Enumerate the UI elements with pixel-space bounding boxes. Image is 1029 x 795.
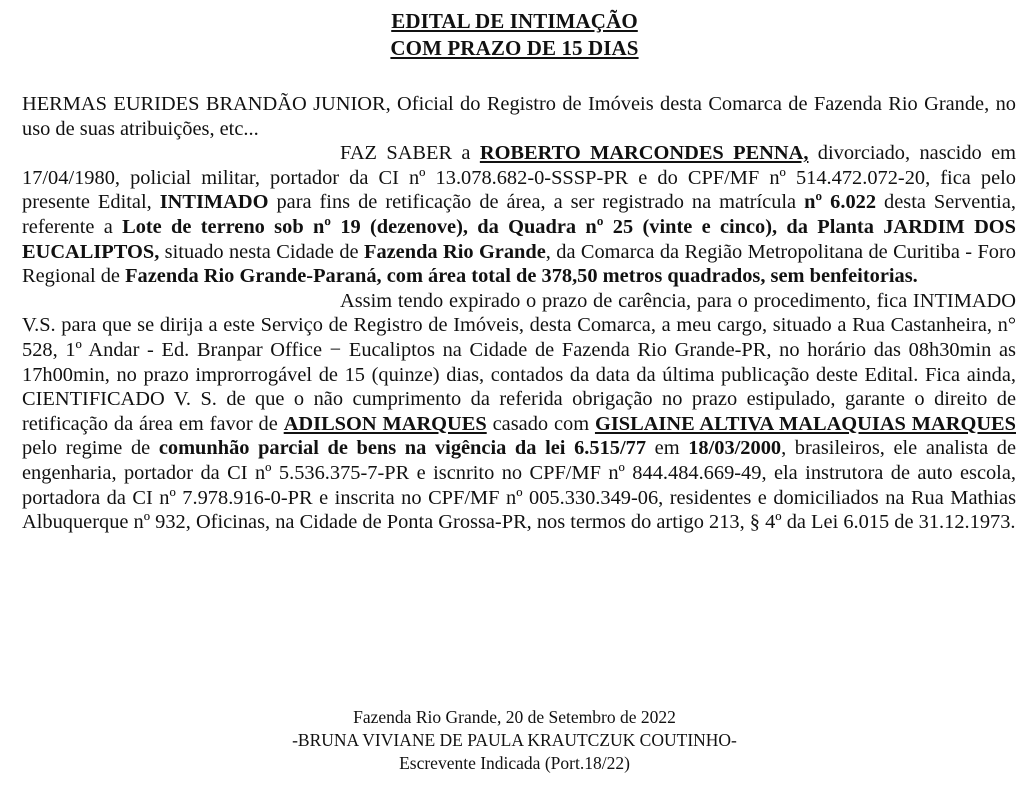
- text-segment: casado com: [486, 412, 595, 435]
- beneficiary-name-1: ADILSON MARQUES: [283, 412, 487, 435]
- text-segment: Assim tendo expirado o prazo de carência, para o procedimento, fica INTIMADO V.S. para que se dirija a este Serviço de Registro de Imóveis, desta Comarca, a meu cargo, situado a Rua Castanheira, n° 528, 1º Andar - Ed. Branpar Office − Eucaliptos na Cidade de Fazenda Rio Grande-PR, no horário das 08h30min as 17h00min, no prazo improrrogável de 15 (quinze) dias, contados da data da última publicação deste Edital. Fica ainda, CIENTIFICADO V. S. de que o não cumprimento da referida obrigação no prazo estipulado, garante o direito de retificação da área em favor de: [22, 289, 1016, 435]
- paragraph-assim: [22, 289, 1016, 535]
- signer-name: -BRUNA VIVIANE DE PAULA KRAUTCZUK COUTINHO-: [292, 730, 737, 750]
- document-body: [22, 92, 1016, 535]
- text-segment: situado nesta Cidade de: [159, 240, 364, 263]
- bold-city: Fazenda Rio Grande: [363, 240, 546, 263]
- title-line-1: EDITAL DE INTIMAÇÃO: [391, 9, 638, 33]
- text-segment: desta Serventia, referente a: [22, 191, 1016, 238]
- signature-block: [0, 706, 1029, 775]
- intimated-name: ROBERTO MARCONDES PENNA,: [479, 142, 809, 165]
- text-segment: , brasileiros, ele analista de engenharia, portador da CI nº 5.536.375-7-PR e iscnrito no CPF/MF nº 844.484.669-49, ela instrutora de auto escola, portadora da CI nº 7.978.916-0-PR e inscrita no CPF/MF nº 005.330.349-06, residentes e domiciliados na Rua Mathias Albuquerque nº 932, Oficinas, na Cidade de Ponta Grossa-PR, nos termos do artigo 213, § 4º da Lei 6.015 de 31.12.1973.: [22, 437, 1016, 534]
- paragraph-intro: HERMAS EURIDES BRANDÃO JUNIOR, Oficial do Registro de Imóveis desta Comarca de Fazenda Rio Grande, no uso de suas atribuições, etc...: [22, 93, 1016, 140]
- beneficiary-name-2: GISLAINE ALTIVA MALAQUIAS MARQUES: [594, 412, 1016, 435]
- bold-marriage-date: 18/03/2000: [688, 437, 782, 460]
- bold-matricula: nº 6.022: [804, 191, 877, 214]
- paragraph-faz-saber: [22, 141, 1016, 289]
- bold-intimado: INTIMADO: [159, 191, 269, 214]
- text-segment: divorciado, nascido em 17/04/1980, policial militar, portador da CI nº 13.078.682-0-SSSP-PR e do CPF/MF nº 514.472.072-20, fica pelo presente Edital,: [22, 142, 1017, 214]
- bold-area: Fazenda Rio Grande-Paraná, com área total de 378,50 metros quadrados, sem benfeitorias.: [125, 265, 918, 288]
- text-segment: FAZ SABER a: [340, 142, 480, 165]
- bold-lote: Lote de terreno sob nº 19 (dezenove), da Quadra nº 25 (vinte e cinco), da Planta JARDIM DOS EUCALIPTOS,: [22, 215, 1016, 263]
- text-segment: para fins de retificação de área, a ser registrado na matrícula: [268, 191, 805, 214]
- place-date: Fazenda Rio Grande, 20 de Setembro de 2022: [353, 707, 676, 727]
- text-segment: , da Comarca da Região Metropolitana de Curitiba - Foro Regional de: [22, 240, 1016, 288]
- text-segment: pelo regime de: [22, 437, 159, 460]
- bold-regime: comunhão parcial de bens na vigência da lei 6.515/77: [158, 437, 647, 460]
- signer-role: Escrevente Indicada (Port.18/22): [399, 753, 630, 773]
- text-segment: em: [646, 437, 689, 460]
- title-line-2: COM PRAZO DE 15 DIAS: [390, 36, 639, 60]
- document-title: [0, 8, 1029, 62]
